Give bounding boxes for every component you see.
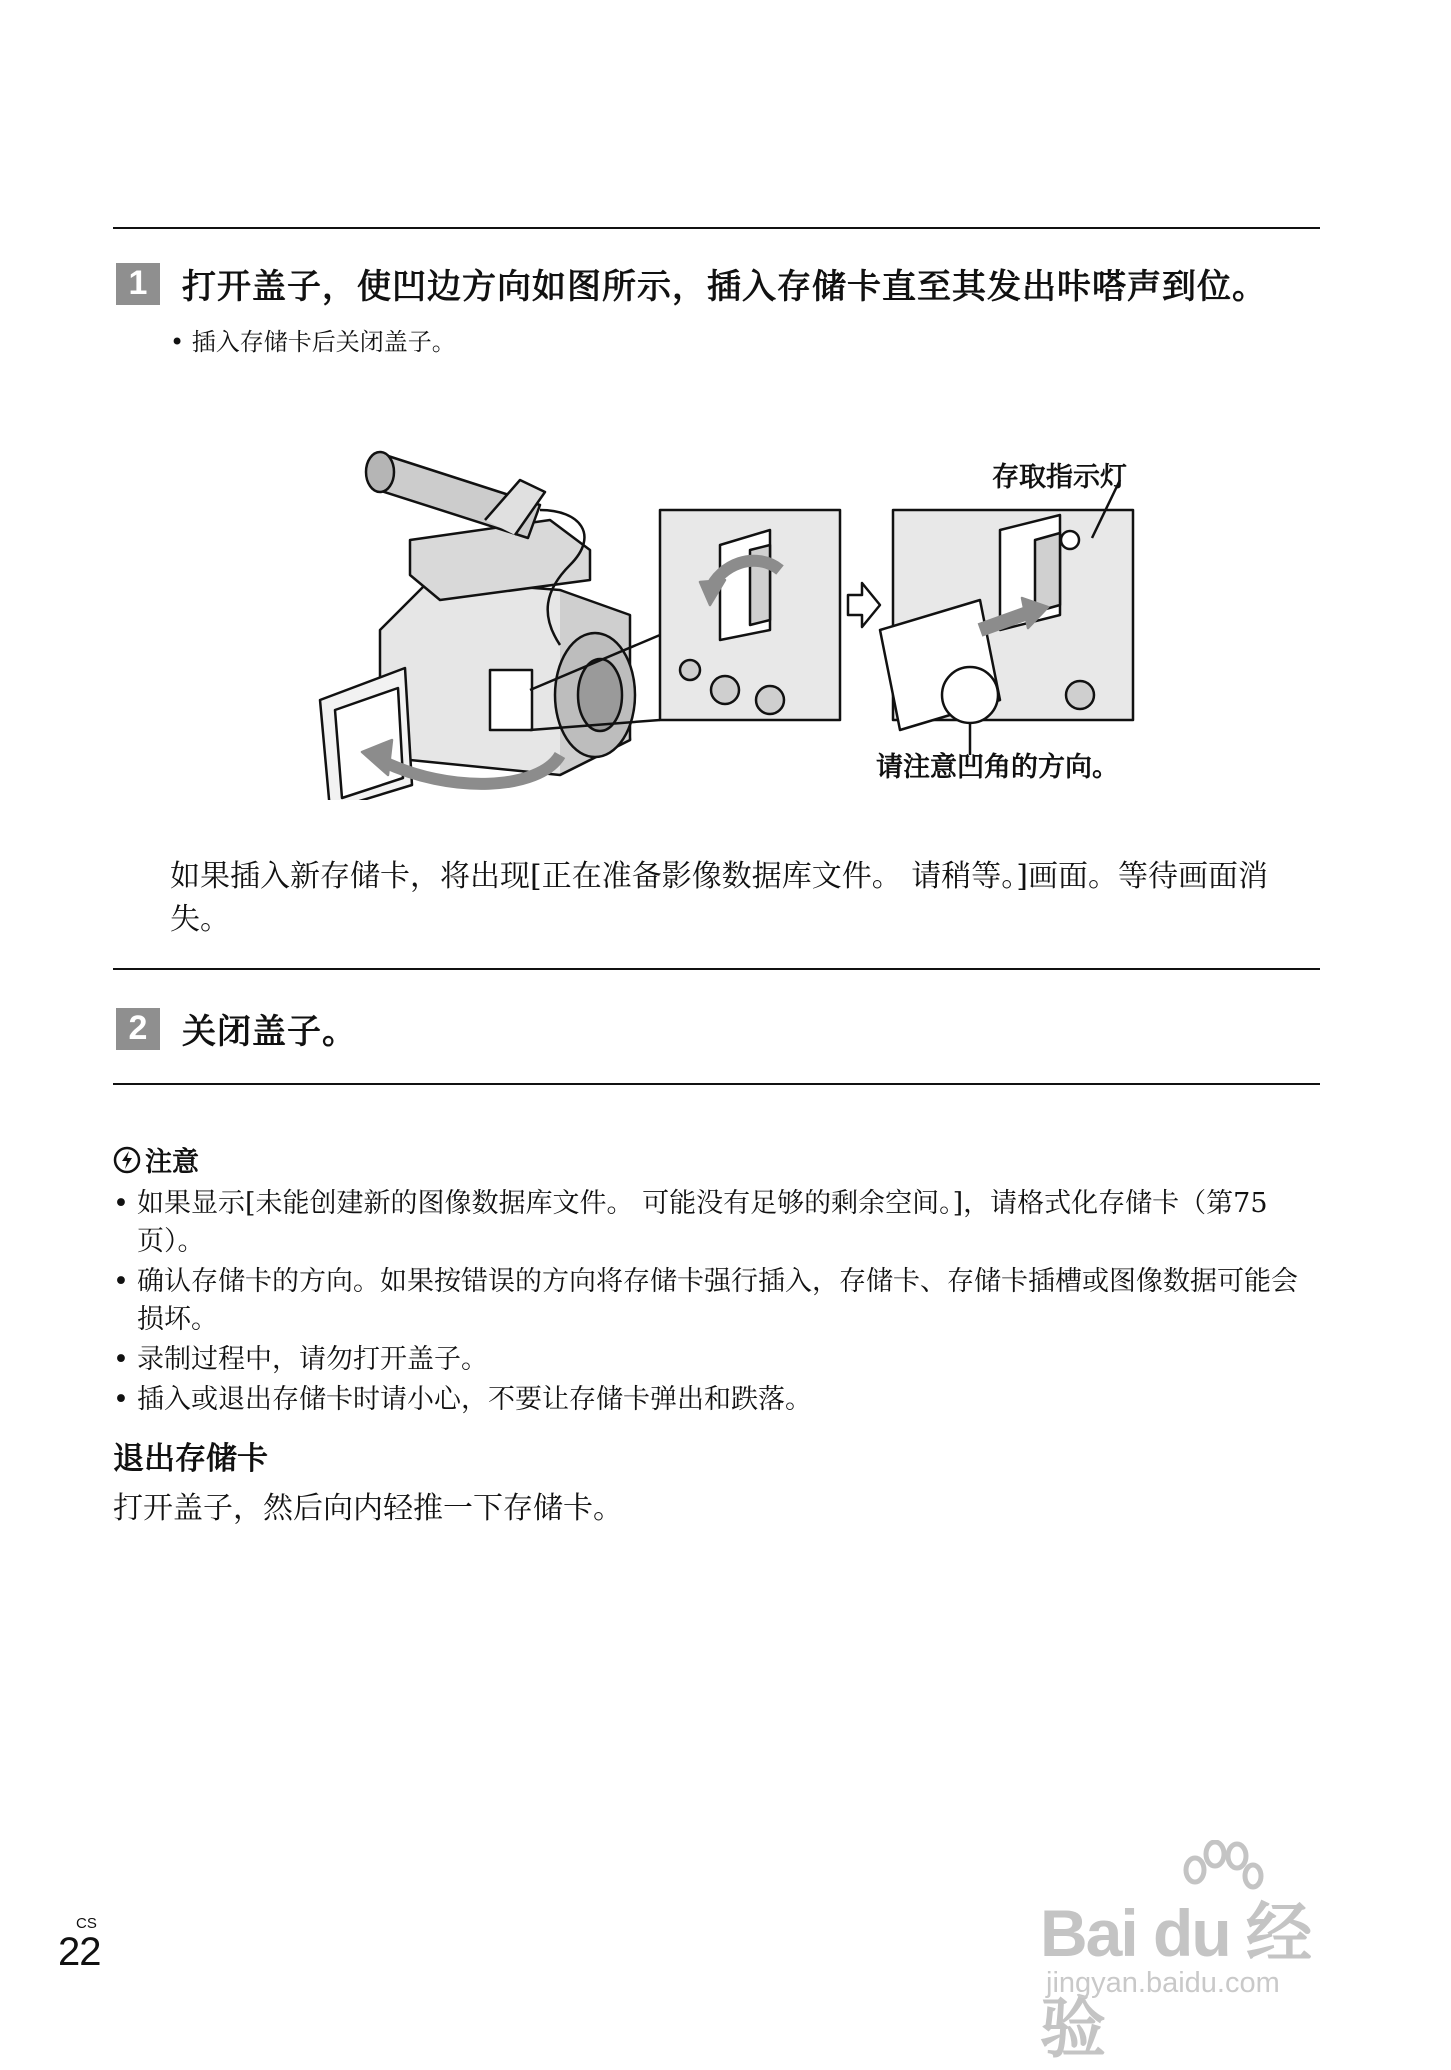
bullet-dot: • <box>113 1266 129 1297</box>
notice-item <box>113 1185 1323 1261</box>
notice-item <box>113 1381 1323 1419</box>
watermark-url: jingyan.baidu.com <box>1046 1967 1280 1999</box>
notice-item-text: 如果显示[未能创建新的图像数据库文件。 可能没有足够的剩余空间。]，请格式化存储卡（第75页）。 <box>137 1188 1268 1257</box>
step-1-header <box>116 259 1267 308</box>
notice-list <box>113 1185 1323 1421</box>
new-card-paragraph: 如果插入新存储卡，将出现[正在准备影像数据库文件。 请稍等。]画面。等待画面消失。 <box>170 859 1268 937</box>
eject-heading: 退出存储卡 <box>113 1441 268 1477</box>
mid-rule <box>113 968 1320 970</box>
notice-heading <box>113 1140 199 1179</box>
bullet-dot: • <box>113 1344 129 1375</box>
page-number: 22 <box>58 1930 101 1974</box>
top-rule <box>113 227 1320 229</box>
notice-item-text: 确认存储卡的方向。如果按错误的方向将存储卡强行插入，存储卡、存储卡插槽或图像数据可能会损坏。 <box>137 1266 1298 1335</box>
step-1-bullet-text: 插入存储卡后关闭盖子。 <box>191 328 456 356</box>
notice-item <box>113 1341 1323 1379</box>
page-language-code: CS <box>76 1915 97 1932</box>
notice-item <box>113 1263 1323 1339</box>
eject-text: 打开盖子，然后向内轻推一下存储卡。 <box>113 1491 623 1526</box>
step-number-2: 2 <box>116 1008 160 1050</box>
step-number-1: 1 <box>116 263 160 305</box>
notice-heading-text: 注意 <box>145 1147 199 1178</box>
bottom-rule <box>113 1083 1320 1085</box>
bullet-dot: • <box>170 328 185 356</box>
step-1-title: 打开盖子，使凹边方向如图所示，插入存储卡直至其发出咔嗒声到位。 <box>182 267 1267 307</box>
step-1-bullet <box>170 322 456 357</box>
bullet-dot: • <box>113 1188 129 1219</box>
notice-item-text: 插入或退出存储卡时请小心，不要让存储卡弹出和跌落。 <box>137 1384 812 1415</box>
bullet-dot: • <box>113 1384 129 1415</box>
step-2-title: 关闭盖子。 <box>182 1012 357 1052</box>
caution-icon <box>113 1146 141 1174</box>
baidu-watermark <box>1020 1840 1360 2065</box>
corner-orientation-label: 请注意凹角的方向。 <box>876 752 1119 783</box>
step-2-header <box>116 1004 357 1053</box>
watermark-main: Bai du 经验 <box>1040 1896 1311 2065</box>
notice-item-text: 录制过程中，请勿打开盖子。 <box>137 1344 488 1375</box>
access-lamp-label: 存取指示灯 <box>992 462 1127 493</box>
